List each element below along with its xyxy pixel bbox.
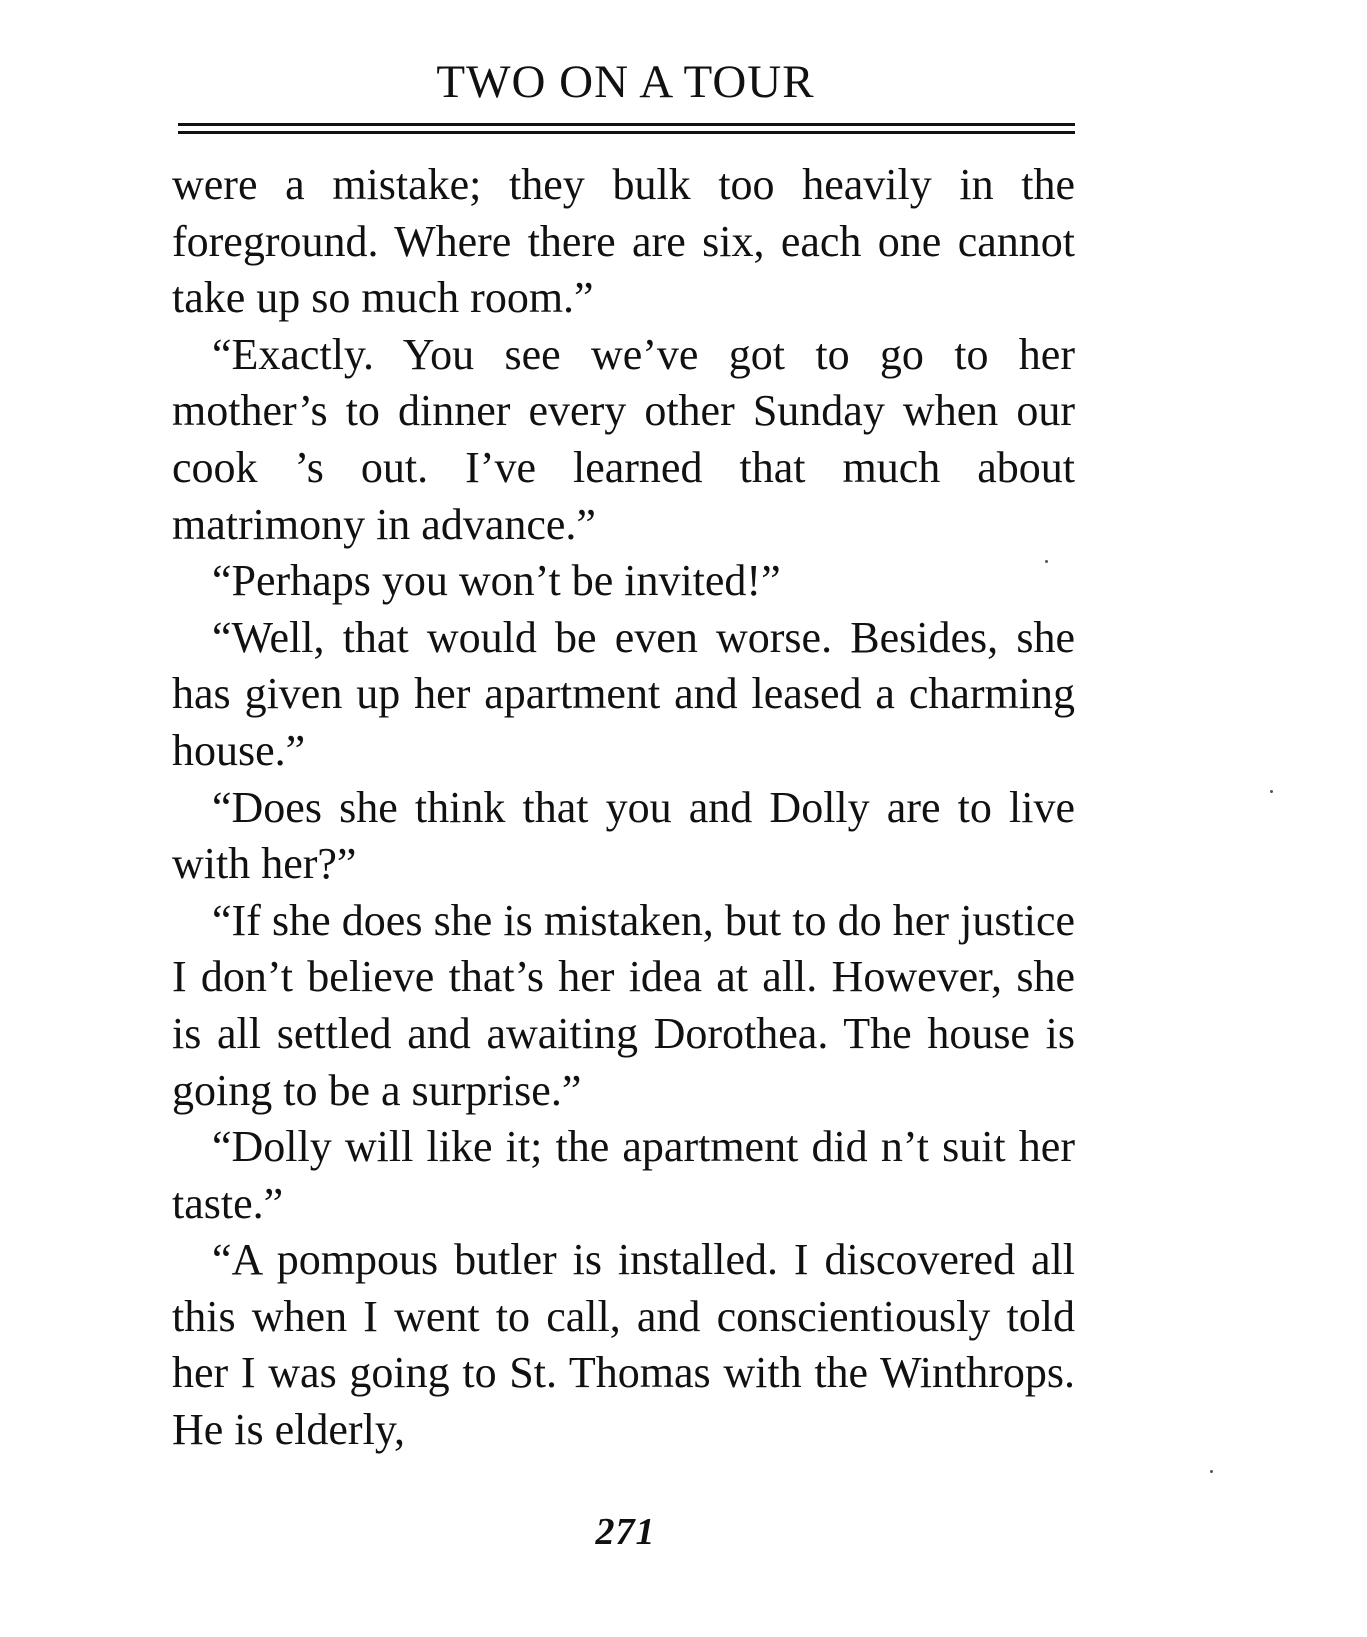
scan-speck (1210, 1470, 1213, 1473)
body-text (172, 157, 1075, 1459)
running-head: TWO ON A TOUR (436, 56, 815, 108)
page-number: 271 (595, 1511, 656, 1553)
paragraph-7: “Dolly will like it; the apartment did n’t suit her taste.” (172, 1122, 1075, 1228)
paragraph-2: “Exactly. You see we’ve got to go to her mother’s to dinner every other Sunday when our cook ’s out. I’ve learned that much about matrimony in advance.” (172, 329, 1075, 549)
paragraph-5: “Does she think that you and Dolly are to live with her?” (172, 782, 1075, 889)
paragraph-4: “Well, that would be even worse. Besides, she has given up her apartment and leased a charming house.” (172, 612, 1075, 775)
paragraph-1: were a mistake; they bulk too heavily in the foreground. Where there are six, each one cannot take up so much room.” (172, 160, 1075, 323)
paragraph-8: “A pompous butler is installed. I discovered all this when I went to call, and conscientiously told her I was going to St. Thomas with the Winthrops. He is elderly, (172, 1235, 1075, 1455)
paragraph-6: “If she does she is mistaken, but to do her justice I don’t believe that’s her idea at all. However, she is all settled and awaiting Dorothea. The house is going to be a surprise.” (172, 895, 1075, 1115)
scan-speck (1270, 790, 1273, 793)
header-rule-bottom (178, 131, 1075, 134)
scan-speck (1045, 560, 1048, 563)
paragraph-3: “Perhaps you won’t be invited!” (212, 556, 781, 606)
header-rule-top (178, 123, 1075, 126)
